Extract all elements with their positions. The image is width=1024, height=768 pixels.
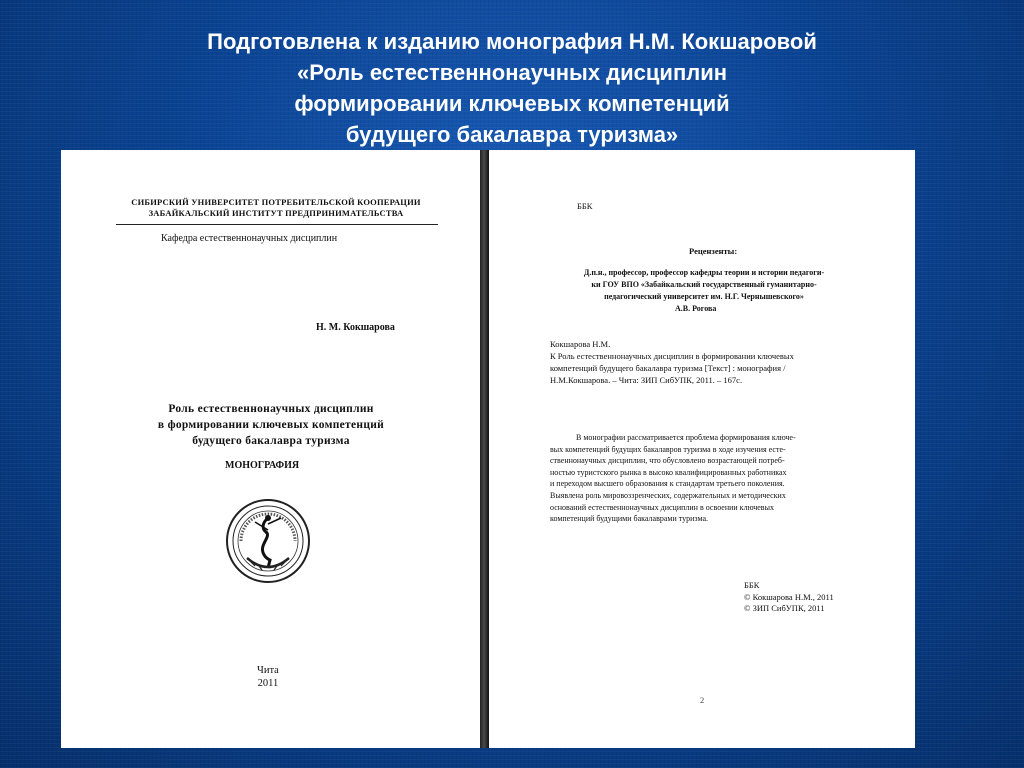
author-name: Н. М. Кокшарова bbox=[316, 322, 395, 333]
page-number: 2 bbox=[700, 695, 705, 705]
biblio-line-4: Н.М.Кокшарова. – Чита: ЗИП СибУПК, 2011. – 167с. bbox=[550, 375, 743, 385]
slide-title-line-2: «Роль естественнонаучных дисциплин bbox=[296, 60, 728, 85]
bbk-label: ББК bbox=[577, 201, 593, 211]
biblio-line-2: К Роль естественнонаучных дисциплин в формировании ключевых bbox=[550, 351, 794, 361]
copyright-publisher: © ЗИП СибУПК, 2011 bbox=[744, 603, 825, 613]
copyright-page bbox=[489, 150, 915, 748]
institution-line-1: СИБИРСКИЙ УНИВЕРСИТЕТ ПОТРЕБИТЕЛЬСКОЙ КООПЕРАЦИИ bbox=[131, 197, 421, 207]
abstract-line-7: оснований естественнонаучных дисциплин в освоении ключевых bbox=[550, 502, 774, 512]
institution-line-2: ЗАБАЙКАЛЬСКИЙ ИНСТИТУТ ПРЕДПРИНИМАТЕЛЬСТВА bbox=[148, 208, 404, 218]
abstract-line-3: ственнонаучных дисциплин, что обусловлено возрастающей потреб- bbox=[550, 456, 785, 466]
title-page bbox=[61, 150, 480, 748]
year: 2011 bbox=[257, 678, 279, 689]
reviewer-info bbox=[549, 267, 859, 303]
reviewers-label: Рецензенты: bbox=[689, 246, 738, 256]
abstract-line-8: компетенций будущими бакалаврами туризма. bbox=[550, 514, 709, 524]
genre-label: МОНОГРАФИЯ bbox=[225, 460, 300, 471]
city: Чита bbox=[257, 665, 279, 676]
abstract-line-6: Выявлена роль мировоззренческих, содержательных и методических bbox=[550, 490, 786, 500]
book-title bbox=[121, 401, 421, 449]
book-title-line-3: будущего бакалавра туризма bbox=[192, 435, 350, 447]
abstract bbox=[550, 432, 855, 525]
slide-title bbox=[0, 26, 1024, 150]
bibliographic-record bbox=[550, 338, 855, 386]
imprint-place bbox=[257, 664, 279, 690]
imprint-bbk: ББК bbox=[744, 580, 760, 590]
copyright-author: © Кокшарова Н.М., 2011 bbox=[744, 591, 834, 602]
book-title-line-1: Роль естественнонаучных дисциплин bbox=[168, 403, 374, 415]
copyright-block bbox=[744, 580, 834, 615]
institution-header bbox=[116, 197, 436, 219]
book-spine bbox=[480, 150, 489, 748]
abstract-line-2: вых компетенций будущих бакалавров туризма в ходе изучения есте- bbox=[550, 444, 786, 454]
reviewer-name: А.В. Рогова bbox=[675, 304, 717, 313]
slide-title-line-3: формировании ключевых компетенций bbox=[294, 91, 730, 116]
reviewer-line-3: педагогический университет им. Н.Г. Чернышевского» bbox=[604, 292, 804, 301]
slide-title-line-1: Подготовлена к изданию монография Н.М. Кокшаровой bbox=[207, 29, 817, 54]
abstract-line-4: ностью туристского рынка в высоко квалифицированных работниках bbox=[550, 467, 787, 477]
reviewer-line-1: Д.п.н., профессор, профессор кафедры теории и истории педагоги- bbox=[583, 268, 825, 277]
biblio-line-1: Кокшарова Н.М. bbox=[550, 339, 611, 349]
reviewer-line-2: ки ГОУ ВПО «Забайкальский государственный гуманитарно- bbox=[591, 280, 817, 289]
book-title-line-2: в формировании ключевых компетенций bbox=[157, 419, 385, 431]
department-name: Кафедра естественнонаучных дисциплин bbox=[161, 233, 338, 244]
abstract-line-1: В монографии рассматривается проблема формирования ключе- bbox=[576, 433, 796, 442]
biblio-line-3: компетенций будущего бакалавра туризма [Текст] : монография / bbox=[550, 363, 786, 373]
slide-title-line-4: будущего бакалавра туризма» bbox=[345, 122, 679, 147]
university-emblem-icon bbox=[225, 498, 311, 584]
abstract-line-5: и переходом высшего образования к стандартам третьего поколения. bbox=[550, 479, 785, 489]
header-divider bbox=[116, 224, 438, 225]
